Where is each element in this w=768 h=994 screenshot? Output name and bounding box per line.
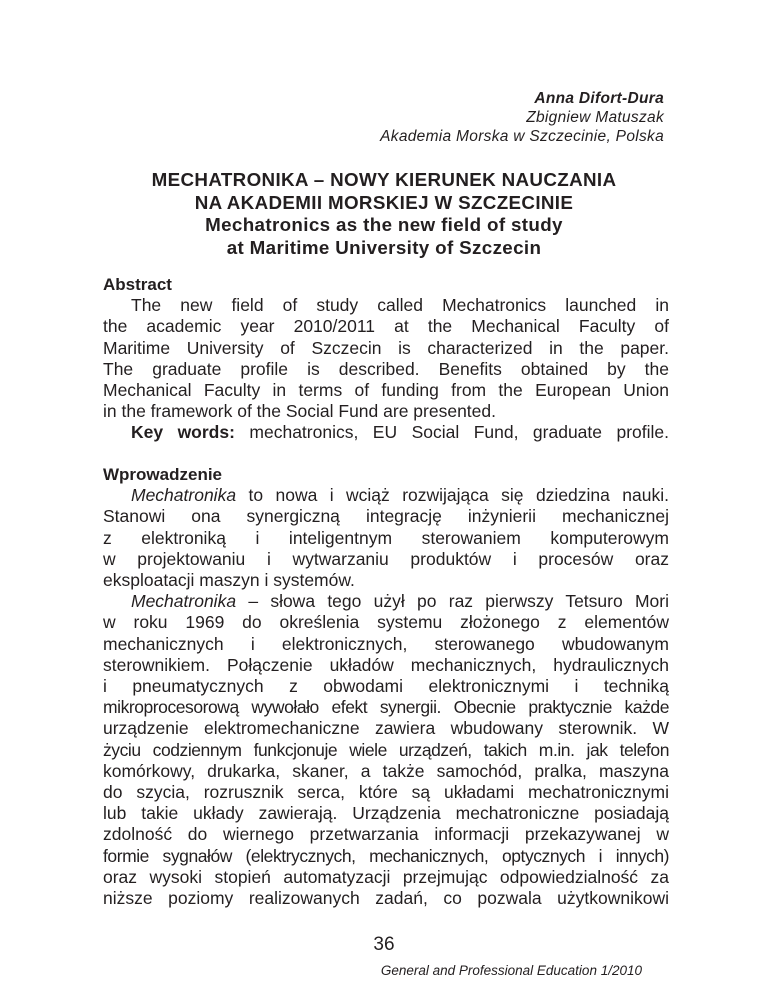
- intro-line: [103, 485, 669, 506]
- author-second: Zbigniew Matuszak: [526, 109, 664, 126]
- intro-line: Stanowi ona synergiczną integrację inżynierii mechanicznej: [103, 506, 669, 527]
- author-main: Anna Difort-Dura: [534, 90, 664, 107]
- intro-line: niższe poziomy realizowanych zadań, co pozwala użytkownikowi: [103, 888, 669, 909]
- abstract-section: [103, 274, 669, 444]
- intro-line: oraz wysoki stopień automatyzacji przejmując odpowiedzialność za: [103, 866, 669, 887]
- abstract-line: The new field of study called Mechatronics launched in: [131, 295, 669, 316]
- abstract-line: The graduate profile is described. Benefits obtained by the: [103, 358, 669, 379]
- author-affiliation: Akademia Morska w Szczecinie, Polska: [380, 128, 664, 145]
- intro-line: formie sygnałów (elektrycznych, mechanicznych, optycznych i innych): [103, 845, 669, 866]
- abstract-line: the academic year 2010/2011 at the Mechanical Faculty of: [103, 316, 669, 337]
- intro-line: lub takie układy zawierają. Urządzenia mechatroniczne posiadają: [103, 803, 669, 824]
- abstract-line: Maritime University of Szczecin is characterized in the paper.: [103, 337, 669, 358]
- intro-line: zdolność do wiernego przetwarzania informacji przekazywanej w: [103, 824, 669, 845]
- journal-footer: General and Professional Education 1/2010: [380, 963, 642, 978]
- abstract-line: in the framework of the Social Fund are presented.: [103, 401, 496, 422]
- keywords-text: mechatronics, EU Social Fund, graduate profile.: [234, 422, 669, 443]
- intro-line: [103, 591, 669, 612]
- intro-heading: Wprowadzenie: [103, 465, 223, 484]
- intro-section: [103, 464, 669, 909]
- title-block: [100, 169, 668, 259]
- intro-line: do szycia, rozrusznik serca, które są układami mechatronicznymi: [103, 782, 669, 803]
- intro-text: – słowa tego użył po raz pierwszy Tetsuro Mori: [236, 591, 669, 612]
- intro-line: życiu codziennym funkcjonuje wiele urządzeń, takich m.in. jak telefon: [103, 739, 669, 760]
- title-pl-line-1: MECHATRONIKA – NOWY KIERUNEK NAUCZANIA: [151, 169, 617, 190]
- intro-line: komórkowy, drukarka, skaner, a także samochód, pralka, maszyna: [103, 760, 669, 781]
- page-number: 36: [373, 934, 395, 955]
- intro-line: sterownikiem. Połączenie układów mechanicznych, hydraulicznych: [103, 654, 669, 675]
- author-block: [380, 89, 664, 146]
- intro-line: mikroprocesorową wywołało efekt synergii. Obecnie praktycznie każde: [103, 697, 669, 718]
- abstract-line: Mechanical Faculty in terms of funding from the European Union: [103, 380, 669, 401]
- term-mechatronika: Mechatronika: [131, 591, 237, 612]
- keywords-label: Key words:: [131, 422, 235, 443]
- title-pl-line-2: NA AKADEMII MORSKIEJ W SZCZECINIE: [194, 191, 574, 213]
- title-en-line-2: at Maritime University of Szczecin: [226, 236, 542, 258]
- intro-line: mechanicznych i elektronicznych, sterowanego wbudowanym: [103, 633, 669, 654]
- abstract-heading: Abstract: [103, 275, 172, 294]
- intro-line: eksploatacji maszyn i systemów.: [103, 570, 355, 591]
- intro-text: to nowa i wciąż rozwijająca się dziedzina nauki.: [236, 485, 669, 506]
- intro-line: z elektroniką i inteligentnym sterowaniem komputerowym: [103, 527, 669, 548]
- title-en-line-1: Mechatronics as the new field of study: [205, 214, 563, 235]
- intro-line: w projektowaniu i wytwarzaniu produktów i procesów oraz: [103, 548, 669, 569]
- intro-line: w roku 1969 do określenia systemu złożonego z elementów: [103, 612, 669, 633]
- intro-line: urządzenie elektromechaniczne zawiera wbudowany sterownik. W: [103, 718, 669, 739]
- keywords-line: [103, 422, 669, 443]
- intro-line: i pneumatycznych z obwodami elektronicznymi i techniką: [103, 676, 669, 697]
- term-mechatronika: Mechatronika: [131, 485, 237, 506]
